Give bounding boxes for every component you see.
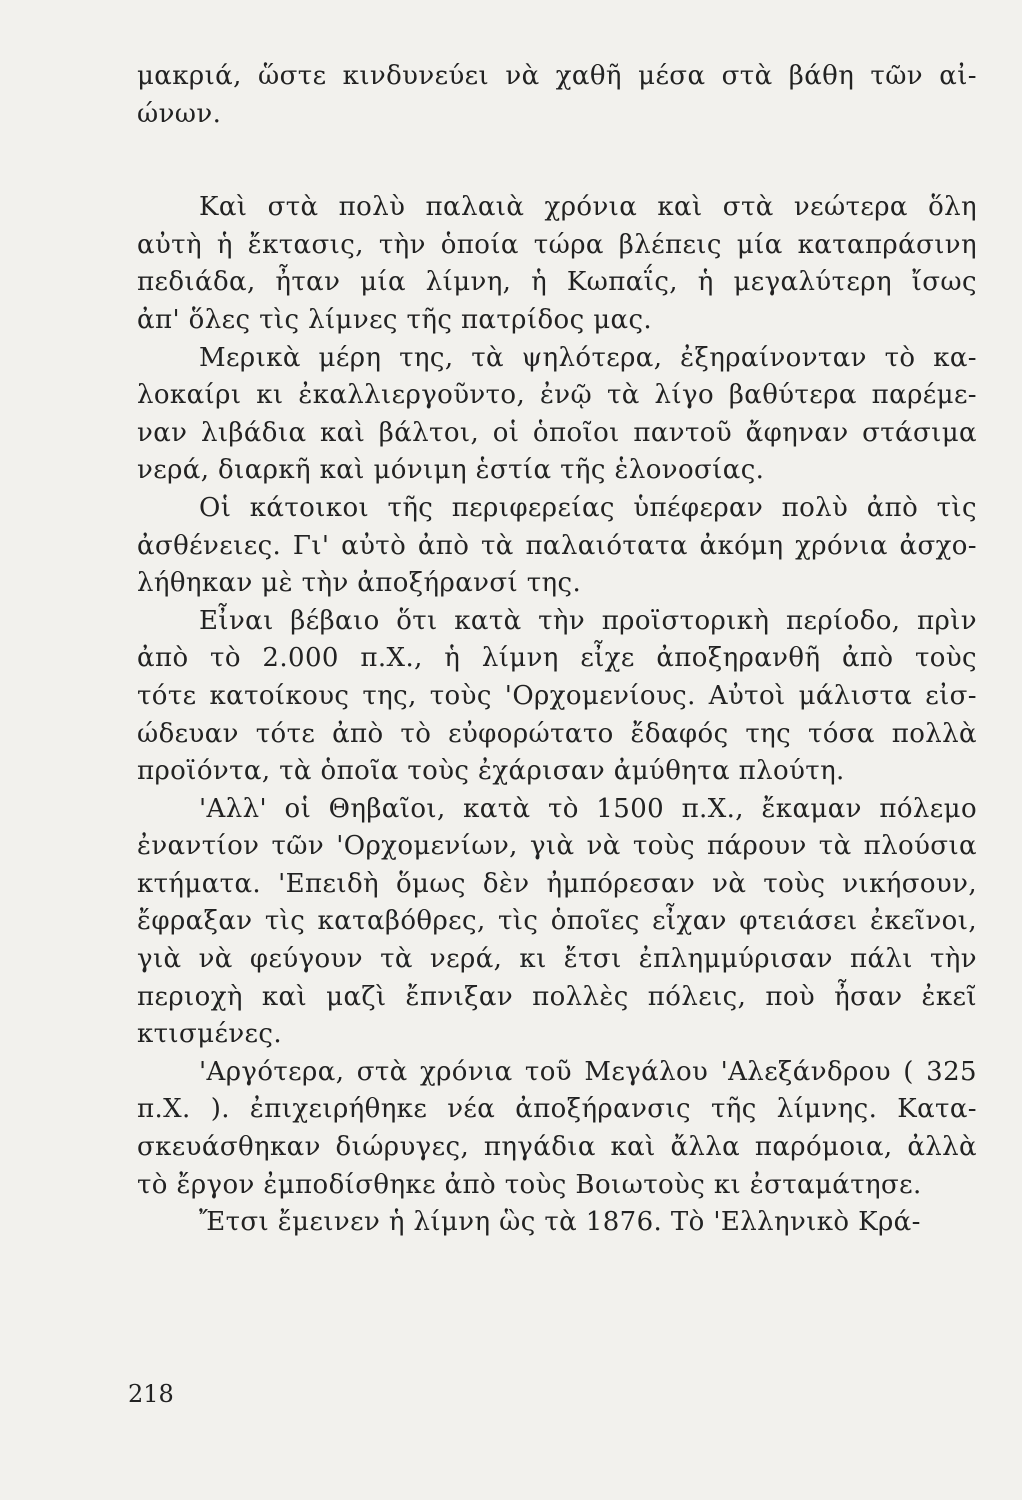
text-line: κτισμένες. [137, 1019, 283, 1050]
text-line: γιὰ νὰ φεύγουν τὰ νερά, κι ἔτσι ἐπλημμύρισαν πάλι τὴν [137, 944, 977, 975]
text-line: Ἔτσι ἔμεινεν ἡ λίμνη ὣς τὰ 1876. Τὸ 'Ελληνικὸ Κρά- [199, 1207, 921, 1238]
text-line: 'Αλλ' οἱ Θηβαῖοι, κατὰ τὸ 1500 π.Χ., ἔκαμαν πόλεμο [199, 793, 977, 824]
paragraph [137, 1054, 977, 1204]
text-line: προϊόντα, τὰ ὁποῖα τοὺς ἐχάρισαν ἀμύθητα πλούτη. [137, 756, 845, 787]
text-line: 'Αργότερα, στὰ χρόνια τοῦ Μεγάλου 'Αλεξάνδρου ( 325 [199, 1056, 977, 1087]
text-line: νερά, διαρκῆ καὶ μόνιμη ἑστία τῆς ἑλονοσίας. [137, 455, 765, 486]
text-line: αὐτὴ ἡ ἔκτασις, τὴν ὁποία τώρα βλέπεις μία καταπράσινη [137, 229, 977, 260]
text-line: π.Χ. ). ἐπιχειρήθηκε νέα ἀποξήρανσις τῆς λίμνης. Κατα- [137, 1094, 977, 1125]
text-line: ἀπὸ τὸ 2.000 π.Χ., ἡ λίμνη εἶχε ἀποξηρανθῆ ἀπὸ τοὺς [137, 643, 977, 674]
paragraph [137, 1204, 977, 1242]
text-line: Καὶ στὰ πολὺ παλαιὰ χρόνια καὶ στὰ νεώτερα ὅλη [199, 192, 977, 223]
text-line: Οἱ κάτοικοι τῆς περιφερείας ὑπέφεραν πολὺ ἀπὸ τὶς [199, 492, 977, 523]
paragraph [137, 189, 977, 339]
text-line: κτήματα. 'Επειδὴ ὅμως δὲν ἠμπόρεσαν νὰ τοὺς νικήσουν, [137, 868, 977, 899]
text-line: ἀσθένειες. Γι' αὐτὸ ἀπὸ τὰ παλαιότατα ἀκόμη χρόνια ἀσχο- [137, 530, 977, 561]
text-line: τότε κατοίκους της, τοὺς 'Ορχομενίους. Αὐτοὶ μάλιστα εἰσ- [137, 680, 977, 711]
text-line: ώδευαν τότε ἀπὸ τὸ εὐφορώτατο ἔδαφός της τόσα πολλὰ [137, 718, 977, 749]
text-line: λήθηκαν μὲ τὴν ἀποξήρανσί της. [137, 568, 582, 599]
paragraph [137, 490, 977, 603]
paragraph [137, 603, 977, 791]
text-line: Μερικὰ μέρη της, τὰ ψηλότερα, ἐξηραίνονταν τὸ κα- [199, 342, 977, 373]
text-line: ναν λιβάδια καὶ βάλτοι, οἱ ὁποῖοι παντοῦ ἄφηναν στάσιμα [137, 417, 977, 448]
paragraph [137, 340, 977, 490]
body-text [137, 58, 977, 1242]
text-line: λοκαίρι κι ἐκαλλιεργοῦντο, ἐνῷ τὰ λίγο βαθύτερα παρέμε- [137, 380, 977, 411]
text-line: πεδιάδα, ἦταν μία λίμνη, ἡ Κωπαΐς, ἡ μεγαλύτερη ἴσως [137, 267, 977, 298]
text-line: Εἶναι βέβαιο ὅτι κατὰ τὴν προϊστορικὴ περίοδο, πρὶν [199, 605, 977, 636]
text-line: ἔφραξαν τὶς καταβόθρες, τὶς ὁποῖες εἶχαν φτειάσει ἐκεῖνοι, [137, 906, 977, 937]
text-line: σκευάσθηκαν διώρυγες, πηγάδια καὶ ἄλλα παρόμοια, ἀλλὰ [137, 1132, 977, 1163]
text-line: ώνων. [137, 98, 222, 129]
paragraph [137, 58, 977, 133]
paragraph [137, 791, 977, 1054]
text-line: μακριά, ὥστε κινδυνεύει νὰ χαθῆ μέσα στὰ βάθη τῶν αἰ- [137, 61, 977, 91]
text-line: περιοχὴ καὶ μαζὶ ἔπνιξαν πολλὲς πόλεις, ποὺ ἦσαν ἐκεῖ [137, 981, 977, 1012]
page-number: 218 [128, 1380, 174, 1408]
text-line: τὸ ἔργον ἐμποδίσθηκε ἀπὸ τοὺς Βοιωτοὺς κι ἐσταμάτησε. [137, 1169, 922, 1200]
text-line: ἐναντίον τῶν 'Ορχομενίων, γιὰ νὰ τοὺς πάρουν τὰ πλούσια [137, 831, 977, 862]
paragraph-gap [137, 133, 977, 189]
text-line: ἀπ' ὅλες τὶς λίμνες τῆς πατρίδος μας. [137, 304, 653, 335]
